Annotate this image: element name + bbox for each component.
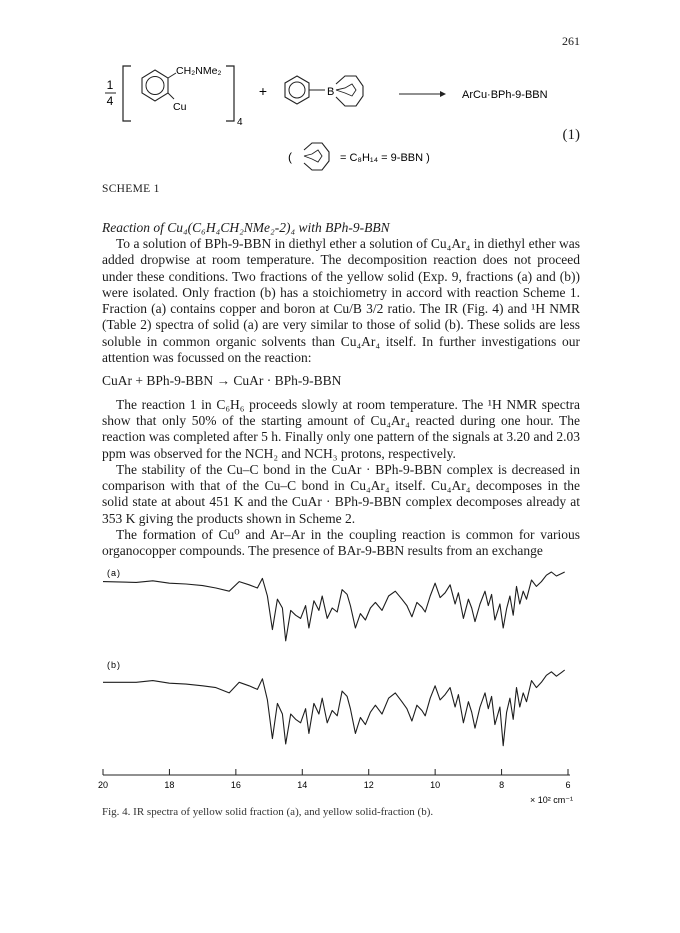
ch2-bond [168, 73, 176, 78]
x-tick-label-18: 18 [164, 780, 175, 790]
scheme-label: SCHEME 1 [102, 183, 160, 195]
legend-text: = C₈H₁₄ = 9-BBN ) [340, 152, 430, 164]
boron-label: B [327, 86, 335, 98]
body-text [102, 236, 580, 560]
trace-label-b: (b) [107, 660, 121, 670]
cu-bond [168, 93, 174, 99]
paragraph-2: The reaction 1 in C₆H₆ proceeds slowly at room temperature. The ¹H NMR spectra show that only 50% of the starting amount of Cu₄Ar₄ reacted during one hour. The reaction was completed after 5 h. Finally only one pattern of the signals at 3.20 and 2.03 ppm was observed for the NCH₂ and NCH₃ protons, respectively. [102, 396, 580, 461]
plus-sign: + [258, 83, 268, 99]
aryl-ring-circle [146, 77, 164, 95]
ir-spectra-figure [0, 560, 680, 805]
page-number: 261 [562, 34, 580, 48]
substituent-label: CH₂NMe₂ [176, 65, 222, 77]
x-tick-label-14: 14 [297, 780, 308, 790]
x-tick-label-10: 10 [430, 780, 441, 790]
product-label: ArCu·BPh-9-BBN [462, 89, 548, 101]
left-bracket [123, 66, 131, 121]
x-tick-label-12: 12 [363, 780, 374, 790]
right-bracket [226, 66, 234, 121]
x-tick-label-8: 8 [499, 780, 505, 790]
legend-open-paren: ( [288, 150, 292, 164]
ir-trace-b [103, 670, 565, 746]
fraction-numerator: 1 [106, 78, 114, 92]
x-tick-label-16: 16 [230, 780, 241, 790]
x-tick-label-6: 6 [565, 780, 571, 790]
paragraph-4: The formation of Cu⁰ and Ar–Ar in the coupling reaction is common for various organocopper compounds. The presence of BAr-9-BBN results from an exchange [102, 527, 580, 559]
bbn-inner-bridge [336, 84, 356, 96]
figure-caption: Fig. 4. IR spectra of yellow solid fraction (a), and yellow solid-fraction (b). [102, 806, 434, 818]
reaction-arrow-head [440, 91, 446, 97]
phenyl-ring-circle [289, 82, 305, 98]
legend-bbn-bridge [304, 150, 322, 162]
trace-label-a: (a) [107, 568, 121, 578]
reaction-scheme [0, 0, 680, 200]
ir-trace-a [103, 572, 565, 641]
tetramer-subscript: 4 [237, 117, 243, 128]
fraction-denominator: 4 [106, 94, 114, 108]
section-heading: Reaction of Cu₄(C₆H₄CH₂NMe₂-2)₄ with BPh-9-BBN [102, 220, 390, 235]
metal-label: Cu [173, 101, 187, 113]
x-tick-label-20: 20 [97, 780, 109, 790]
equation-number: (1) [562, 127, 580, 143]
legend-bbn-ring [304, 143, 329, 170]
paragraph-3: The stability of the Cu–C bond in the CuAr · BPh-9-BBN complex is decreased in comparison with that of the Cu–C bond in Cu₄Ar₄ itself. Cu₄Ar₄ decomposes in the solid state at about 451 K and the CuAr · BPh-9-BBN complex decomposes already at 353 K giving the products shown in Scheme 2. [102, 461, 580, 526]
x-axis-unit: × 10² cm⁻¹ [530, 795, 574, 805]
paragraph-1: To a solution of BPh-9-BBN in diethyl ether a solution of Cu₄Ar₄ in diethyl ether was added dropwise at room temperature. The decomposition reaction does not proceed under these conditions. Two fractions of the yellow solid (Exp. 9, fractions (a) and (b)) were isolated. Only fraction (b) has a stoichiometry in accord with reaction Scheme 1. Fraction (a) contains copper and boron at Cu/B 3/2 ratio. The IR (Fig. 4) and ¹H NMR (Table 2) spectra of solid (a) are very similar to those of solid (b). These solids are less soluble in common organic solvents than Cu₄Ar₄ itself. In further investigations our attention was focussed on the reaction: [102, 236, 580, 366]
reaction-equation: CuAr + BPh-9-BBN → CuAr · BPh-9-BBN [102, 373, 342, 389]
